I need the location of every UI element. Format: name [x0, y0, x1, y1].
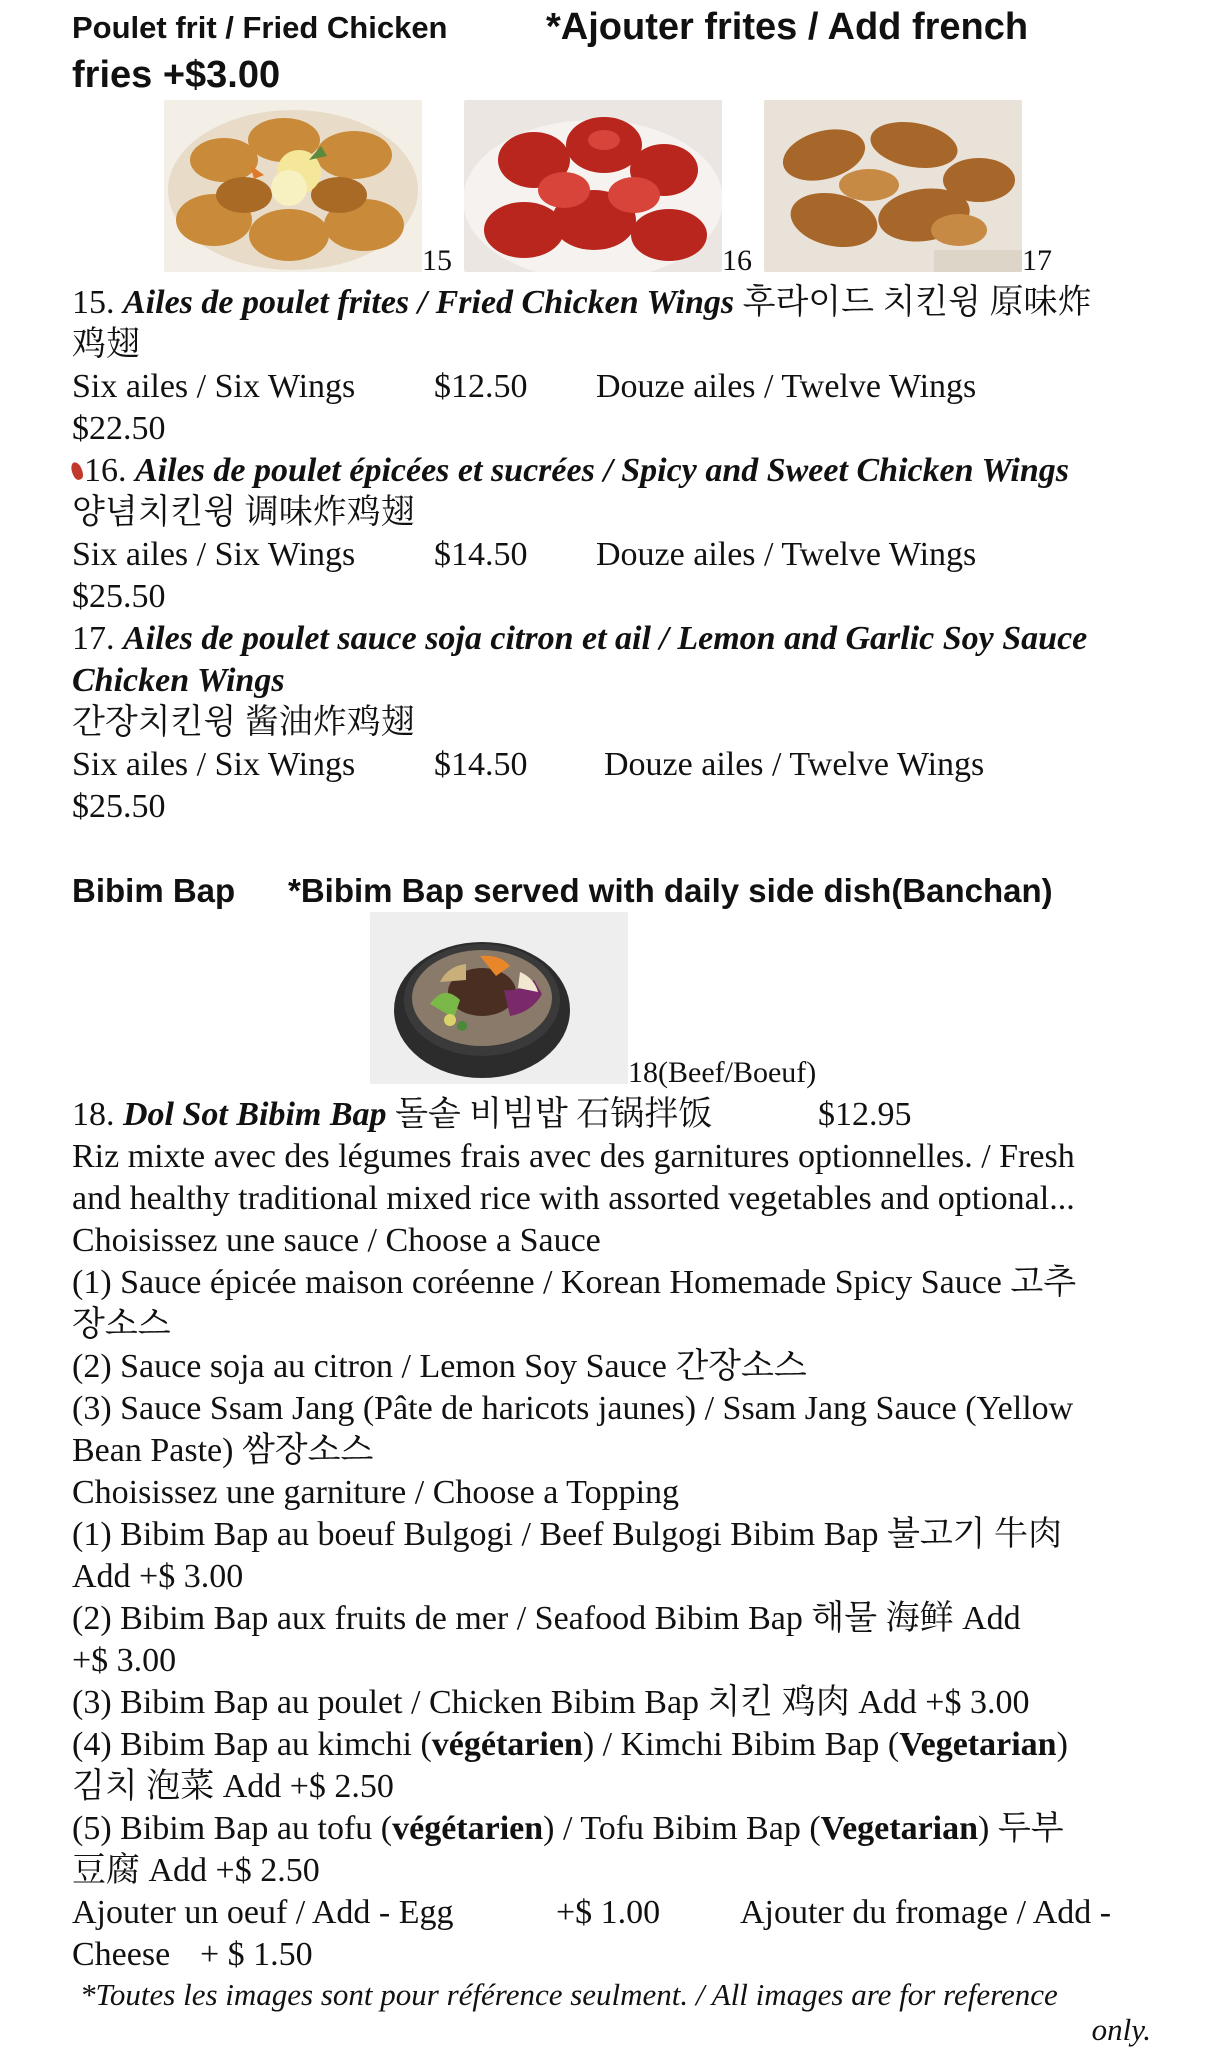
sauce-option-3-cont: Bean Paste) 쌈장소스 [72, 1432, 374, 1469]
sauce-choice-header: Choisissez une sauce / Choose a Sauce [72, 1222, 601, 1259]
topping-option-2: (2) Bibim Bap aux fruits de mer / Seafood Bibim Bap 해물 海鲜 Add [72, 1600, 1021, 1637]
item-17-six-label: Six ailes / Six Wings [72, 746, 356, 783]
sauce-option-1-cont: 장소스 [72, 1306, 171, 1343]
image-disclaimer: *Toutes les images sont pour référence seulment. / All images are for reference [80, 1977, 1058, 2012]
item-15-asian-name-cont: 鸡翅 [72, 326, 140, 363]
topping-option-5 [72, 1808, 1064, 1850]
section-title-fried-chicken: Poulet frit / Fried Chicken [72, 10, 448, 45]
sauce-option-2: (2) Sauce soja au citron / Lemon Soy Sauce 간장소스 [72, 1348, 807, 1385]
item-16-six-label: Six ailes / Six Wings [72, 536, 356, 573]
add-cheese-price: + $ 1.50 [200, 1936, 313, 1973]
item-18-description-2: and healthy traditional mixed rice with assorted vegetables and optional... [72, 1180, 1075, 1217]
photo-number-17: 17 [1022, 244, 1052, 277]
topping-option-4-price: 김치 泡菜 Add +$ 2.50 [72, 1768, 394, 1805]
topping-option-4-close: ) [1056, 1726, 1068, 1763]
item-16-number: 16. [84, 452, 135, 489]
add-cheese-label-cont: Cheese [72, 1936, 171, 1973]
image-disclaimer-cont: only. [1091, 2012, 1151, 2047]
photo-spicy-sweet-wings [464, 100, 722, 272]
topping-option-4 [72, 1724, 1068, 1766]
photo-number-18: 18(Beef/Boeuf) [628, 1056, 817, 1089]
item-18-price: $12.95 [818, 1096, 912, 1133]
item-16-name: Ailes de poulet épicées et sucrées / Spicy and Sweet Chicken Wings [135, 452, 1070, 489]
vegetarian-label-fr: végétarien [392, 1810, 544, 1847]
chili-icon [72, 462, 84, 480]
fries-addon-line2: fries +$3.00 [72, 54, 281, 96]
fries-addon-line1: *Ajouter frites / Add french [546, 6, 1029, 48]
item-18-asian-name: 돌솥 비빔밥 石锅拌饭 [386, 1096, 713, 1133]
topping-option-5-text-en: ) / Tofu Bibim Bap ( [543, 1810, 821, 1847]
topping-choice-header: Choisissez une garniture / Choose a Topping [72, 1474, 680, 1511]
item-17-six-price: $14.50 [434, 746, 528, 783]
item-16-twelve-price: $25.50 [72, 578, 166, 615]
vegetarian-label-fr: végétarien [431, 1726, 583, 1763]
item-18-number: 18. [72, 1096, 123, 1133]
section-title-bibim-bap: Bibim Bap [72, 872, 236, 909]
topping-option-4-text: (4) Bibim Bap au kimchi ( [72, 1726, 432, 1763]
photo-dol-sot-bibim-bap [370, 912, 628, 1084]
photo-soy-garlic-wings [764, 100, 1022, 272]
item-15-asian-name: 후라이드 치킨윙 原味炸 [734, 284, 1092, 321]
item-18-title [72, 1094, 712, 1136]
add-egg-price: +$ 1.00 [556, 1894, 661, 1931]
item-15-six-label: Six ailes / Six Wings [72, 368, 356, 405]
item-16-twelve-label: Douze ailes / Twelve Wings [596, 536, 977, 573]
topping-option-5-price: 豆腐 Add +$ 2.50 [72, 1852, 320, 1889]
item-15-six-price: $12.50 [434, 368, 528, 405]
topping-option-4-text-en: ) / Kimchi Bibim Bap ( [582, 1726, 900, 1763]
item-17-twelve-label: Douze ailes / Twelve Wings [604, 746, 985, 783]
bibim-bap-side-dish-note: *Bibim Bap served with daily side dish(Banchan) [288, 872, 1053, 909]
photo-number-15: 15 [422, 244, 452, 277]
item-17-name-cont: Chicken Wings [72, 662, 285, 699]
item-15-twelve-price: $22.50 [72, 410, 166, 447]
item-17-name: Ailes de poulet sauce soja citron et ail / Lemon and Garlic Soy Sauce [123, 620, 1088, 657]
item-16-asian-name: 양념치킨윙 调味炸鸡翅 [72, 494, 415, 531]
item-15-title [72, 282, 1092, 324]
item-18-description-1: Riz mixte avec des légumes frais avec des garnitures optionnelles. / Fresh [72, 1138, 1075, 1175]
photo-number-16: 16 [722, 244, 752, 277]
topping-option-3: (3) Bibim Bap au poulet / Chicken Bibim Bap 치킨 鸡肉 Add +$ 3.00 [72, 1684, 1030, 1721]
item-16-six-price: $14.50 [434, 536, 528, 573]
topping-option-5-text: (5) Bibim Bap au tofu ( [72, 1810, 393, 1847]
item-18-name: Dol Sot Bibim Bap [123, 1096, 387, 1133]
topping-option-1-price: Add +$ 3.00 [72, 1558, 244, 1595]
item-16-title [84, 450, 1069, 492]
photo-fried-chicken-wings [164, 100, 422, 272]
sauce-option-1: (1) Sauce épicée maison coréenne / Korean Homemade Spicy Sauce 고추 [72, 1264, 1077, 1301]
item-17-title [72, 618, 1087, 660]
add-egg-label: Ajouter un oeuf / Add - Egg [72, 1894, 454, 1931]
topping-option-2-price: +$ 3.00 [72, 1642, 177, 1679]
add-cheese-label: Ajouter du fromage / Add - [740, 1894, 1112, 1931]
item-15-number: 15. [72, 284, 123, 321]
topping-option-1: (1) Bibim Bap au boeuf Bulgogi / Beef Bulgogi Bibim Bap 불고기 牛肉 [72, 1516, 1063, 1553]
item-17-asian-name: 간장치킨윙 酱油炸鸡翅 [72, 704, 415, 741]
vegetarian-label-en: Vegetarian [820, 1810, 979, 1847]
topping-option-5-asian-name: ) 두부 [978, 1810, 1064, 1847]
item-17-twelve-price: $25.50 [72, 788, 166, 825]
sauce-option-3: (3) Sauce Ssam Jang (Pâte de haricots jaunes) / Ssam Jang Sauce (Yellow [72, 1390, 1074, 1427]
item-15-name: Ailes de poulet frites / Fried Chicken Wings [123, 284, 735, 321]
item-17-number: 17. [72, 620, 123, 657]
item-15-twelve-label: Douze ailes / Twelve Wings [596, 368, 977, 405]
vegetarian-label-en: Vegetarian [899, 1726, 1057, 1763]
